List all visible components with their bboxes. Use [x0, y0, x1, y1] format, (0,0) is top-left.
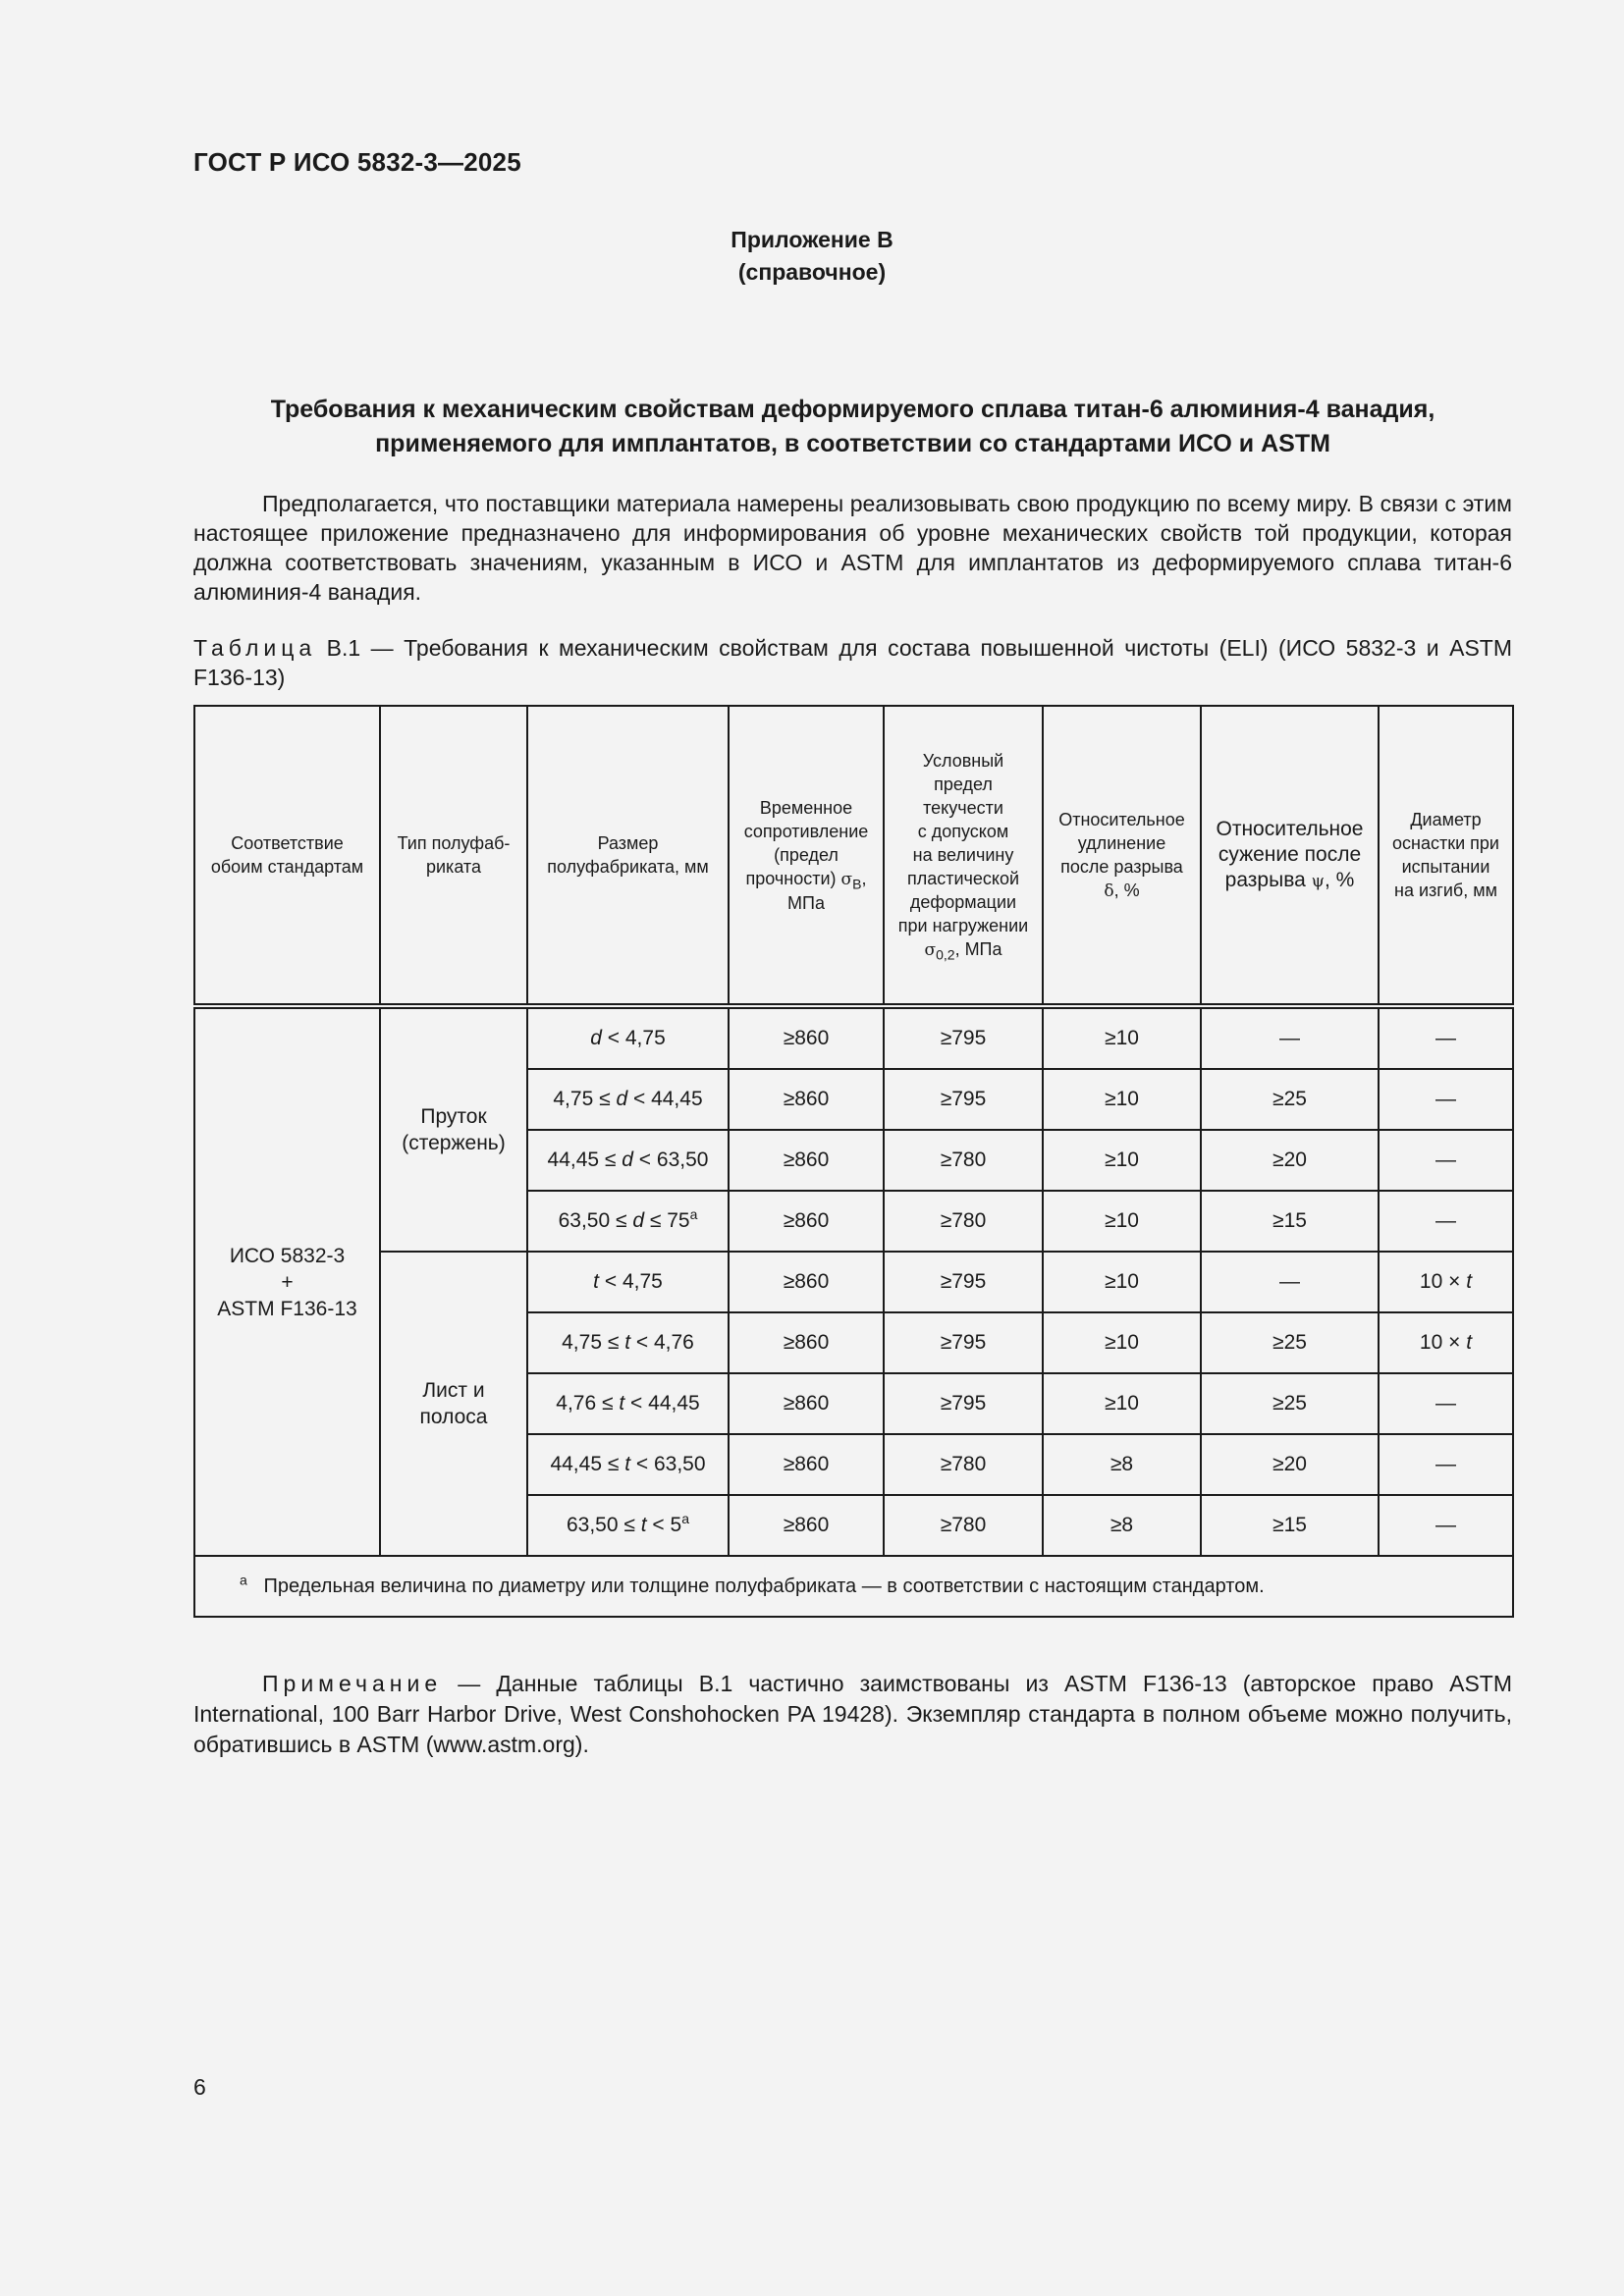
table-row [194, 1006, 1513, 1069]
cell-product-type-bar [380, 1006, 527, 1252]
section-title [193, 393, 1512, 461]
bend-value: — [1435, 1027, 1456, 1049]
section-title-line-2: применяемого для имплантатов, в соответствии со стандартами ИСО и ASTM [375, 430, 1330, 457]
cell-yield: ≥795 [884, 1069, 1043, 1130]
cell-elongation: ≥10 [1043, 1252, 1201, 1312]
note-text: — Данные таблицы В.1 частично заимствованы из ASTM F136-13 (авторское право ASTM International, 100 Barr Harbor Drive, West Conshohocken PA 19428). Экземпляр стандарта в полном объеме можно получить, обратившись в ASTM (www.astm.org). [193, 1671, 1512, 1757]
cell-tensile: ≥860 [729, 1252, 884, 1312]
cell-size [527, 1495, 729, 1556]
cell-yield: ≥780 [884, 1434, 1043, 1495]
bend-value: — [1435, 1453, 1456, 1475]
cell-reduction: ≥25 [1201, 1373, 1379, 1434]
table-caption [193, 633, 1512, 692]
cell-tensile: ≥860 [729, 1191, 884, 1252]
table-footnote [194, 1556, 1513, 1617]
table-container [193, 705, 1512, 1618]
header-product-size: Размер полуфабриката, мм [527, 706, 729, 1006]
cell-product-type-sheet [380, 1252, 527, 1556]
cell-size [527, 1130, 729, 1191]
bend-value: — [1435, 1392, 1456, 1415]
cell-bend [1379, 1006, 1513, 1069]
size-variable: d [590, 1027, 602, 1049]
cell-size [527, 1373, 729, 1434]
cell-bend [1379, 1373, 1513, 1434]
cell-bend [1379, 1069, 1513, 1130]
header-elongation: Относительное удлинение после разрыва δ, % [1043, 706, 1201, 1006]
standard-line-1: ИСО 5832-3 [229, 1244, 346, 1267]
header-product-type: Тип полуфаб- риката [380, 706, 527, 1006]
size-variable: t [624, 1453, 631, 1475]
size-prefix: 4,75 ≤ [553, 1088, 617, 1110]
cell-bend [1379, 1434, 1513, 1495]
cell-tensile: ≥860 [729, 1312, 884, 1373]
cell-tensile: ≥860 [729, 1495, 884, 1556]
cell-elongation: ≥10 [1043, 1373, 1201, 1434]
cell-elongation: ≥10 [1043, 1191, 1201, 1252]
size-suffix: < 4,75 [601, 1027, 666, 1049]
appendix-heading [0, 224, 1624, 289]
cell-yield: ≥795 [884, 1252, 1043, 1312]
cell-elongation: ≥10 [1043, 1130, 1201, 1191]
document-code: ГОСТ Р ИСО 5832-3—2025 [193, 147, 521, 177]
cell-size [527, 1006, 729, 1069]
cell-reduction: ≥15 [1201, 1495, 1379, 1556]
bend-value: — [1435, 1148, 1456, 1171]
header-bend-mandrel: Диаметр оснастки при испытании на изгиб, мм [1379, 706, 1513, 1006]
size-prefix: 63,50 ≤ [558, 1209, 633, 1232]
size-suffix: < 4,75 [599, 1270, 663, 1293]
standard-line-2: + [281, 1270, 294, 1294]
cell-reduction: ≥20 [1201, 1434, 1379, 1495]
cell-elongation: ≥8 [1043, 1495, 1201, 1556]
table-row [194, 1252, 1513, 1312]
cell-reduction: ≥25 [1201, 1312, 1379, 1373]
note-label: Примечание [262, 1671, 443, 1696]
size-prefix: 44,45 ≤ [550, 1453, 625, 1475]
cell-reduction: ≥25 [1201, 1069, 1379, 1130]
bend-variable: t [1466, 1331, 1473, 1354]
footnote-text: Предельная величина по диаметру или толщине полуфабриката — в соответствии с настоящим стандартом. [263, 1575, 1265, 1597]
size-variable: d [616, 1088, 628, 1110]
note-paragraph [193, 1669, 1512, 1760]
cell-yield: ≥795 [884, 1006, 1043, 1069]
cell-tensile: ≥860 [729, 1434, 884, 1495]
bend-value: 10 × [1419, 1331, 1467, 1354]
page-number: 6 [193, 2074, 206, 2100]
size-suffix: < 4,76 [630, 1331, 694, 1354]
product-type-bar-line-2: (стержень) [402, 1132, 506, 1154]
cell-size [527, 1312, 729, 1373]
bend-value: 10 × [1419, 1270, 1467, 1293]
cell-size [527, 1434, 729, 1495]
cell-tensile: ≥860 [729, 1006, 884, 1069]
header-yield-strength: Условный предел текучести с допуском на величину пластической деформации при нагружении $\sigma_{0,2}$, МПа [884, 706, 1043, 1006]
table-body [194, 1006, 1513, 1556]
section-title-line-1: Требования к механическим свойствам деформируемого сплава титан-6 алюминия-4 ванадия, [270, 396, 1435, 423]
cell-bend [1379, 1130, 1513, 1191]
footnote-mark: а [240, 1571, 247, 1587]
cell-yield: ≥795 [884, 1312, 1043, 1373]
header-tensile-strength: Временное сопротивление (предел прочности) $\sigma_В$, МПа [729, 706, 884, 1006]
cell-tensile: ≥860 [729, 1130, 884, 1191]
bend-value: — [1435, 1209, 1456, 1232]
cell-size [527, 1252, 729, 1312]
size-prefix: 44,45 ≤ [547, 1148, 623, 1171]
table-caption-text: В.1 — Требования к механическим свойствам для состава повышенной чистоты (ELI) (ИСО 5832-3 и ASTM F136-13) [193, 635, 1512, 690]
bend-value: — [1435, 1088, 1456, 1110]
size-prefix: 63,50 ≤ [566, 1514, 641, 1536]
cell-bend [1379, 1495, 1513, 1556]
mechanical-properties-table [193, 705, 1514, 1618]
bend-variable: t [1466, 1270, 1473, 1293]
header-reduction-of-area: Относительное сужение после разрыва ψ, % [1201, 706, 1379, 1006]
size-variable: t [624, 1331, 631, 1354]
size-variable: t [640, 1514, 647, 1536]
intro-paragraph: Предполагается, что поставщики материала намерены реализовывать свою продукцию по всему миру. В связи с этим настоящее приложение предназначено для информирования об уровне механических свойств той продукции, которая должна соответствовать значениям, указанным в ИСО и ASTM для имплантатов из деформируемого сплава титан-6 алюминия-4 ванадия. [193, 491, 1512, 605]
size-variable: d [632, 1209, 645, 1232]
cell-elongation: ≥10 [1043, 1006, 1201, 1069]
cell-elongation: ≥10 [1043, 1069, 1201, 1130]
cell-tensile: ≥860 [729, 1373, 884, 1434]
size-suffix: < 63,50 [630, 1453, 706, 1475]
size-variable: t [593, 1270, 600, 1293]
cell-yield: ≥795 [884, 1373, 1043, 1434]
cell-size [527, 1191, 729, 1252]
product-type-sheet-line-1: Лист и [422, 1379, 485, 1402]
size-suffix: ≤ 75 [644, 1209, 690, 1232]
cell-elongation: ≥8 [1043, 1434, 1201, 1495]
product-type-sheet-line-2: полоса [419, 1406, 488, 1428]
cell-bend [1379, 1252, 1513, 1312]
size-suffix: < 44,45 [627, 1088, 703, 1110]
cell-reduction: — [1201, 1252, 1379, 1312]
size-prefix: 4,75 ≤ [562, 1331, 625, 1354]
cell-standard [194, 1006, 380, 1556]
standard-line-3: ASTM F136-13 [217, 1297, 357, 1320]
size-suffix: < 5 [646, 1514, 682, 1536]
cell-yield: ≥780 [884, 1130, 1043, 1191]
size-suffix: < 63,50 [632, 1148, 709, 1171]
cell-reduction: ≥15 [1201, 1191, 1379, 1252]
appendix-title: Приложение В [731, 227, 893, 252]
cell-bend [1379, 1312, 1513, 1373]
cell-bend [1379, 1191, 1513, 1252]
cell-reduction: — [1201, 1006, 1379, 1069]
size-variable: t [619, 1392, 625, 1415]
appendix-type: (справочное) [737, 259, 887, 285]
table-header-row [194, 706, 1513, 1006]
cell-elongation: ≥10 [1043, 1312, 1201, 1373]
table-footnote-row [194, 1556, 1513, 1617]
cell-yield: ≥780 [884, 1191, 1043, 1252]
cell-tensile: ≥860 [729, 1069, 884, 1130]
cell-size [527, 1069, 729, 1130]
product-type-bar-line-1: Пруток [420, 1105, 487, 1128]
size-variable: d [622, 1148, 633, 1171]
bend-value: — [1435, 1514, 1456, 1536]
header-compliance: Соответствие обоим стандартам [194, 706, 380, 1006]
cell-yield: ≥780 [884, 1495, 1043, 1556]
cell-reduction: ≥20 [1201, 1130, 1379, 1191]
size-prefix: 4,76 ≤ [556, 1392, 620, 1415]
table-caption-label: Таблица [193, 635, 317, 661]
size-footnote-mark: а [689, 1206, 698, 1222]
size-suffix: < 44,45 [624, 1392, 700, 1415]
size-footnote-mark: а [681, 1511, 689, 1526]
